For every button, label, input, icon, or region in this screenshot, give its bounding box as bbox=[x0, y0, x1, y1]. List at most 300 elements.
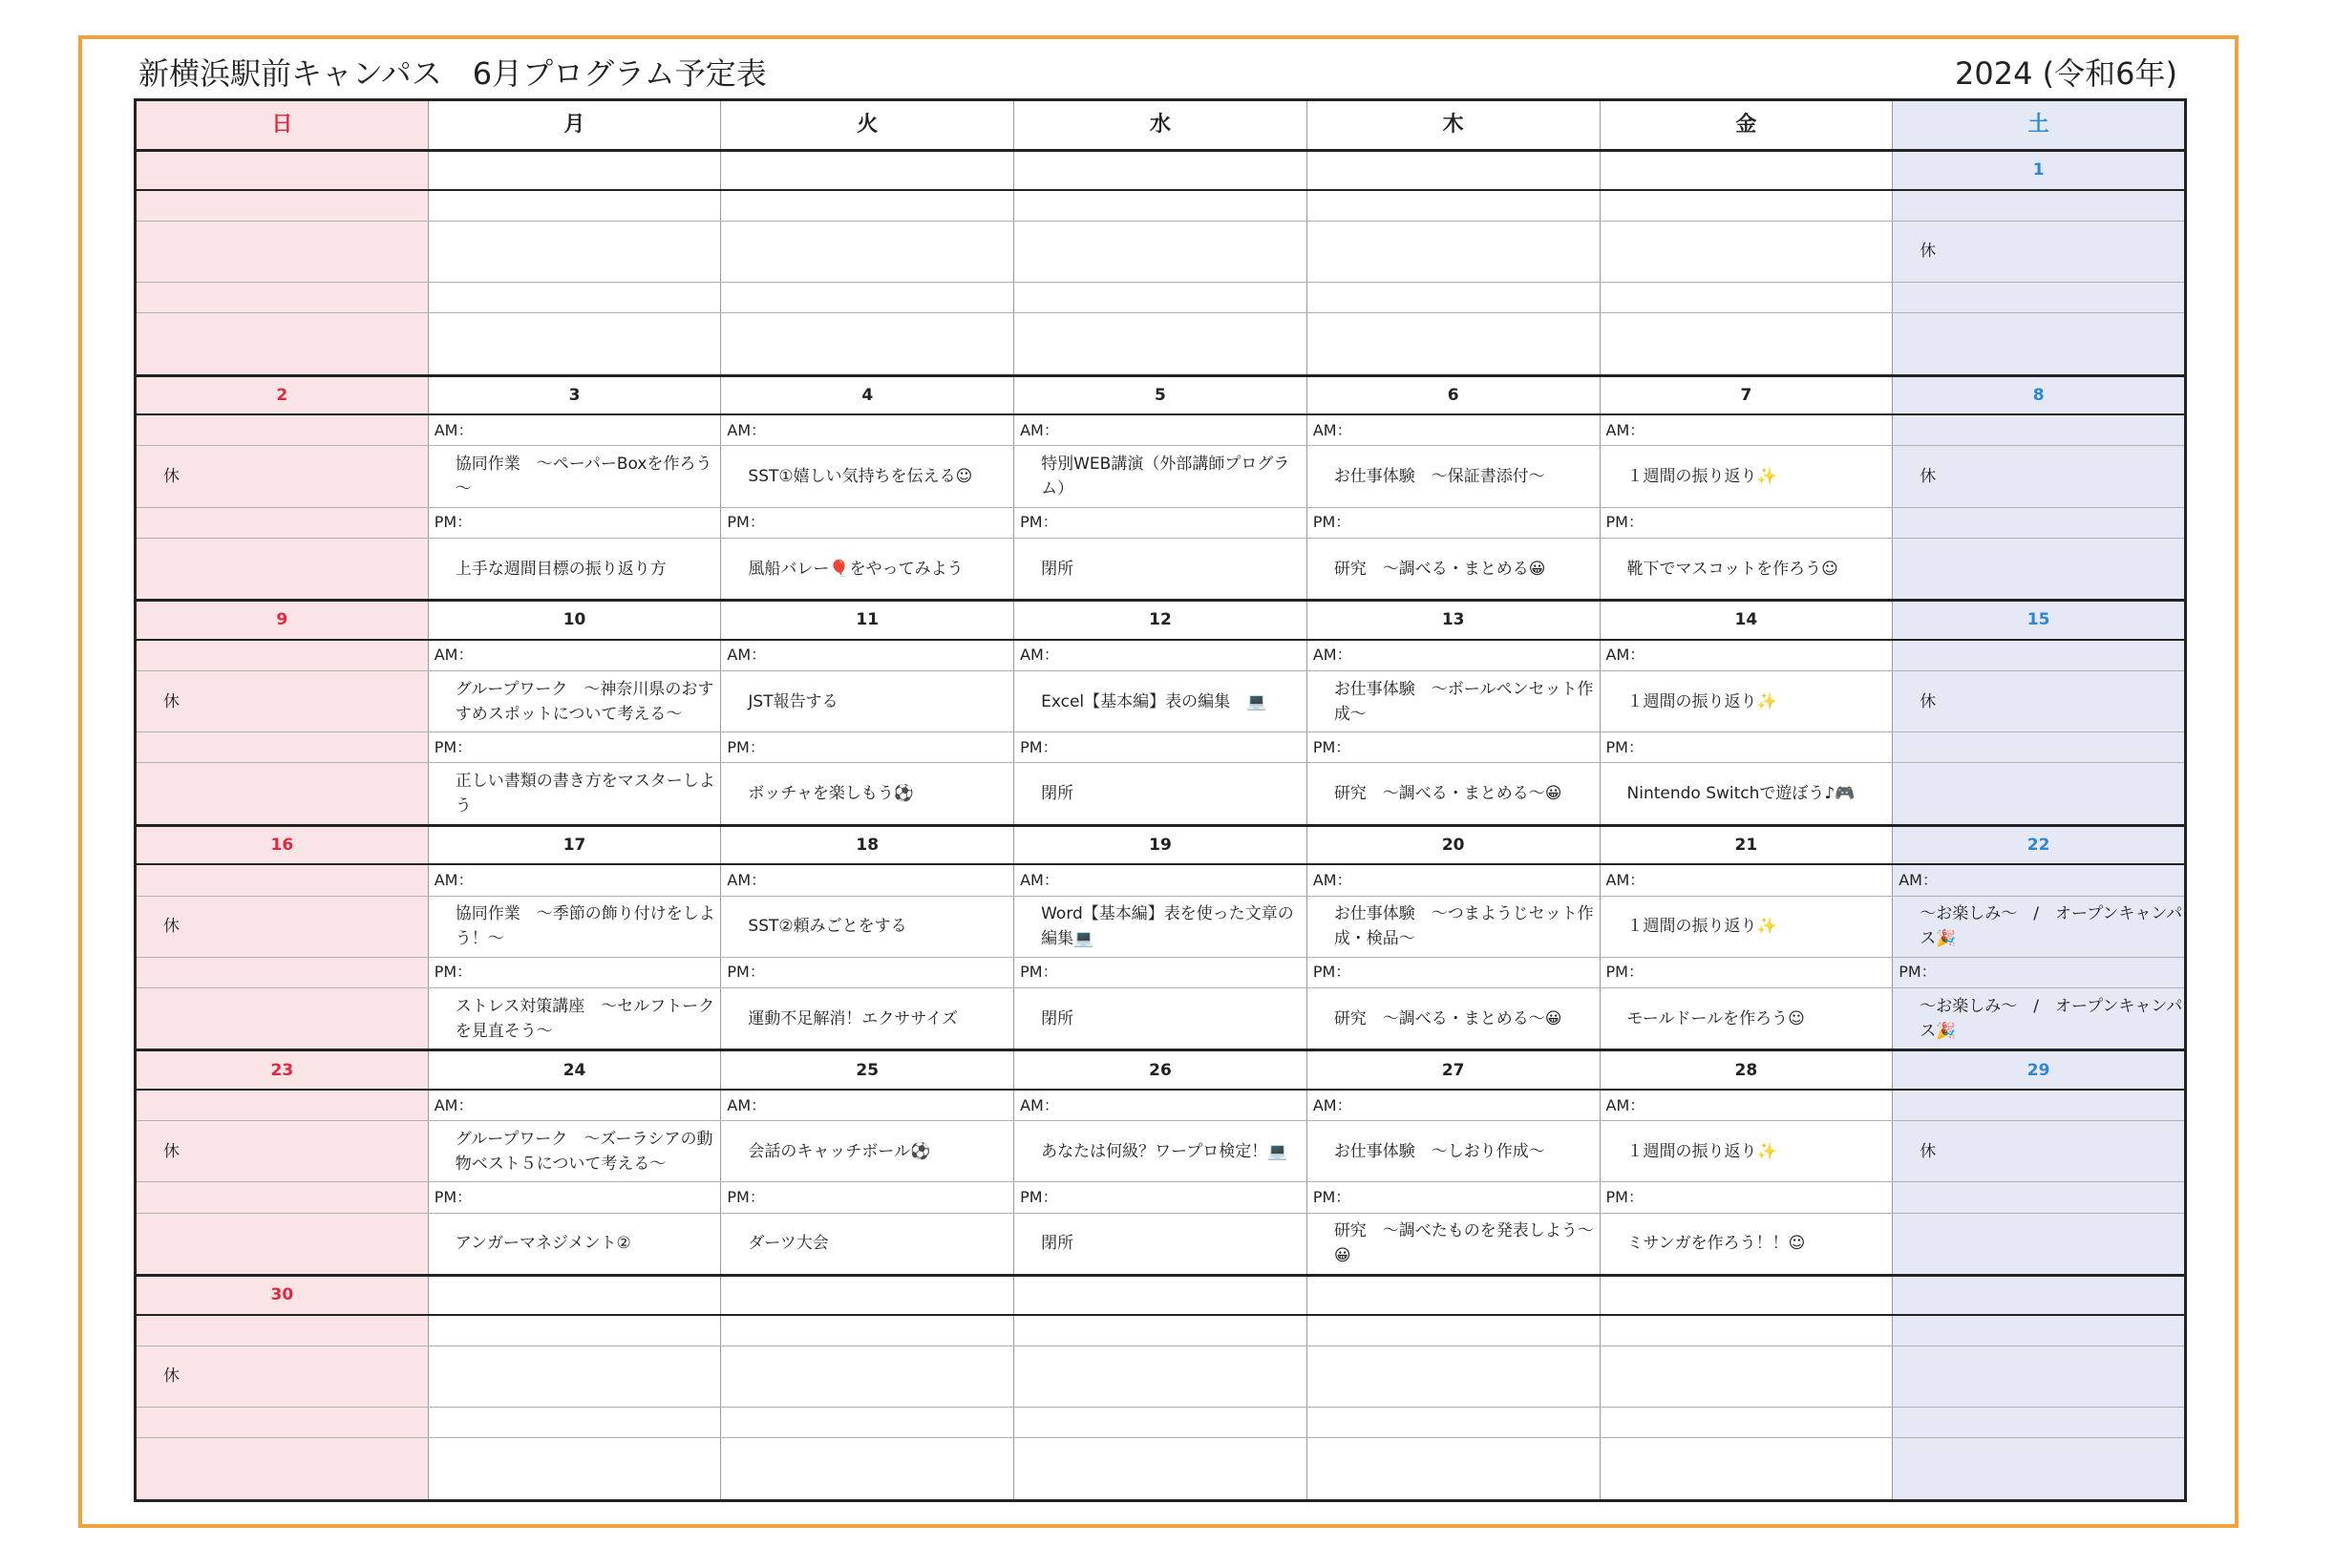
date-cell-text: 22 bbox=[2026, 836, 2050, 856]
pm-label-text: PM： bbox=[434, 513, 473, 532]
date-cell bbox=[428, 151, 721, 190]
am-label-text: AM： bbox=[1605, 870, 1645, 889]
pm-label bbox=[1306, 507, 1600, 538]
am-label-text: AM： bbox=[1312, 420, 1352, 439]
date-cell bbox=[136, 601, 429, 640]
pm-label bbox=[721, 732, 1014, 763]
pm-activity bbox=[721, 538, 1014, 600]
am-activity bbox=[428, 221, 721, 282]
pm-label bbox=[136, 957, 429, 987]
am-label-text: AM： bbox=[434, 646, 474, 665]
date-cell bbox=[1600, 1276, 1893, 1315]
pm-label-row bbox=[136, 283, 2186, 313]
am-label bbox=[428, 640, 721, 671]
date-cell bbox=[1014, 151, 1307, 190]
am-activity bbox=[721, 1346, 1014, 1407]
date-cell-text: 4 bbox=[861, 385, 874, 405]
date-row bbox=[136, 151, 2186, 190]
date-row bbox=[136, 601, 2186, 640]
pm-label-text: PM： bbox=[434, 737, 473, 756]
am-activity-text: １週間の振り返り✨ bbox=[1626, 1141, 1777, 1161]
date-cell bbox=[1306, 1050, 1600, 1090]
pm-activity bbox=[1014, 1438, 1307, 1501]
am-label bbox=[1600, 1315, 1893, 1346]
pm-activity bbox=[1600, 763, 1893, 825]
pm-activity bbox=[428, 313, 721, 375]
am-activity bbox=[428, 1346, 721, 1407]
am-activity-row bbox=[136, 221, 2186, 282]
pm-label bbox=[1600, 283, 1893, 313]
pm-activity bbox=[1600, 538, 1893, 600]
pm-label bbox=[1306, 283, 1600, 313]
date-cell-text: 30 bbox=[270, 1285, 294, 1305]
pm-label bbox=[1893, 957, 2186, 987]
calendar-body bbox=[136, 151, 2186, 1501]
am-activity-text: １週間の振り返り✨ bbox=[1626, 691, 1777, 711]
date-cell-text: 28 bbox=[1734, 1060, 1758, 1080]
pm-activity bbox=[1893, 538, 2186, 600]
am-label-text: AM： bbox=[1020, 646, 1059, 665]
date-cell-text: 21 bbox=[1734, 836, 1758, 856]
date-cell bbox=[136, 151, 429, 190]
pm-label bbox=[1893, 507, 2186, 538]
am-label-text: AM： bbox=[727, 646, 767, 665]
date-cell-text: 10 bbox=[562, 610, 586, 630]
pm-label-text: PM： bbox=[1312, 1188, 1351, 1207]
pm-activity-text: 研究 ～調べる・まとめる～😀 bbox=[1333, 1008, 1562, 1028]
am-label-text: AM： bbox=[1605, 646, 1645, 665]
date-cell-text: 7 bbox=[1740, 385, 1752, 405]
pm-activity bbox=[721, 1438, 1014, 1501]
am-activity bbox=[1893, 1121, 2186, 1182]
date-cell bbox=[1893, 151, 2186, 190]
date-cell bbox=[1014, 1276, 1307, 1315]
pm-label-text: PM： bbox=[1312, 737, 1351, 756]
am-label bbox=[428, 190, 721, 222]
am-activity bbox=[1014, 221, 1307, 282]
date-cell-text: 6 bbox=[1447, 385, 1459, 405]
pm-label bbox=[721, 957, 1014, 987]
pm-label bbox=[721, 507, 1014, 538]
date-cell-text: 19 bbox=[1149, 836, 1172, 856]
date-cell bbox=[721, 1050, 1014, 1090]
date-cell-text: 2 bbox=[276, 385, 288, 405]
am-activity bbox=[1306, 670, 1600, 731]
pm-label bbox=[1306, 732, 1600, 763]
pm-activity-row bbox=[136, 1438, 2186, 1501]
pm-activity bbox=[1893, 988, 2186, 1050]
date-cell bbox=[1893, 1276, 2186, 1315]
am-activity-text: 休 bbox=[1920, 466, 1937, 486]
weekday-header: 水 bbox=[1014, 100, 1307, 151]
date-cell-text: 27 bbox=[1441, 1060, 1465, 1080]
am-activity bbox=[721, 670, 1014, 731]
pm-activity bbox=[1306, 1213, 1600, 1275]
am-label bbox=[1893, 1090, 2186, 1121]
am-label-text: AM： bbox=[1020, 870, 1059, 889]
pm-activity bbox=[1600, 1438, 1893, 1501]
date-cell bbox=[136, 375, 429, 414]
pm-label-row bbox=[136, 1408, 2186, 1438]
date-cell-text: 26 bbox=[1149, 1060, 1172, 1080]
pm-label bbox=[1014, 1408, 1307, 1438]
am-activity-text: 会話のキャッチボール⚽ bbox=[748, 1141, 931, 1161]
am-activity bbox=[721, 446, 1014, 507]
pm-label bbox=[136, 1182, 429, 1213]
pm-label-text: PM： bbox=[1020, 737, 1058, 756]
date-cell bbox=[428, 375, 721, 414]
am-label bbox=[428, 1090, 721, 1121]
date-row bbox=[136, 825, 2186, 864]
am-activity-text: 休 bbox=[1920, 691, 1937, 711]
am-label-text: AM： bbox=[1312, 646, 1352, 665]
calendar-table bbox=[134, 98, 2187, 1502]
date-cell bbox=[1600, 375, 1893, 414]
date-cell bbox=[721, 601, 1014, 640]
am-label bbox=[1014, 190, 1307, 222]
weekday-header: 土 bbox=[1893, 100, 2186, 151]
date-cell bbox=[136, 1276, 429, 1315]
pm-label bbox=[428, 283, 721, 313]
am-activity bbox=[136, 221, 429, 282]
pm-activity bbox=[428, 538, 721, 600]
pm-label bbox=[1893, 1408, 2186, 1438]
am-activity-text: SST②頼みごとをする bbox=[748, 917, 907, 937]
am-label bbox=[1014, 1090, 1307, 1121]
am-activity-text: 休 bbox=[163, 691, 180, 711]
am-label bbox=[1600, 640, 1893, 671]
am-activity bbox=[428, 446, 721, 507]
am-activity-text: 休 bbox=[163, 1141, 180, 1161]
pm-label-text: PM： bbox=[434, 1188, 473, 1207]
am-activity-text: お仕事体験 ～しおり作成～ bbox=[1333, 1141, 1545, 1161]
pm-label-text: PM： bbox=[1605, 513, 1644, 532]
am-label-text: AM： bbox=[727, 420, 767, 439]
pm-activity bbox=[136, 763, 429, 825]
pm-label bbox=[1014, 507, 1307, 538]
am-activity-text: あなたは何級？ワープロ検定！💻 bbox=[1041, 1141, 1288, 1161]
pm-activity-text: 閉所 bbox=[1041, 1234, 1074, 1254]
pm-activity bbox=[1306, 988, 1600, 1050]
pm-label bbox=[1600, 1182, 1893, 1213]
pm-label-text: PM： bbox=[1312, 513, 1351, 532]
date-cell-text: 5 bbox=[1155, 385, 1166, 405]
pm-activity-text: モールドールを作ろう☺ bbox=[1626, 1008, 1805, 1028]
am-activity bbox=[1014, 1121, 1307, 1182]
pm-activity-text: Nintendo Switchで遊ぼう♪🎮 bbox=[1626, 784, 1856, 804]
date-cell-text: 12 bbox=[1149, 610, 1172, 630]
am-activity bbox=[428, 896, 721, 957]
date-cell bbox=[136, 1050, 429, 1090]
pm-label-text: PM： bbox=[434, 963, 473, 982]
am-label-text: AM： bbox=[1020, 1095, 1059, 1114]
am-label bbox=[428, 864, 721, 896]
am-label bbox=[721, 190, 1014, 222]
date-cell-text: 20 bbox=[1441, 836, 1465, 856]
pm-label bbox=[1600, 1408, 1893, 1438]
am-activity bbox=[1893, 1346, 2186, 1407]
pm-activity-text: 運動不足解消！エクササイズ bbox=[748, 1008, 959, 1028]
am-label bbox=[1014, 864, 1307, 896]
am-activity-text: お仕事体験 ～保証書添付～ bbox=[1333, 466, 1545, 486]
am-label bbox=[1014, 1315, 1307, 1346]
date-cell-text: 9 bbox=[276, 610, 288, 630]
am-label-row bbox=[136, 864, 2186, 896]
date-cell bbox=[1893, 1050, 2186, 1090]
am-activity bbox=[1306, 1121, 1600, 1182]
pm-label-row bbox=[136, 507, 2186, 538]
am-label-row bbox=[136, 1090, 2186, 1121]
pm-label-text: PM： bbox=[1020, 1188, 1058, 1207]
pm-label bbox=[721, 1408, 1014, 1438]
pm-activity bbox=[1306, 538, 1600, 600]
date-cell-text: 16 bbox=[270, 836, 294, 856]
date-row bbox=[136, 375, 2186, 414]
am-label-text: AM： bbox=[434, 1095, 474, 1114]
pm-activity-text: 閉所 bbox=[1041, 784, 1074, 804]
date-cell-text: 13 bbox=[1441, 610, 1465, 630]
am-activity-text: ～お楽しみ～ / オープンキャンパス🎉 bbox=[1920, 904, 2183, 949]
am-label-text: AM： bbox=[727, 870, 767, 889]
pm-label bbox=[136, 732, 429, 763]
pm-activity-text: 研究 ～調べる・まとめる😀 bbox=[1333, 559, 1546, 579]
date-cell bbox=[1600, 601, 1893, 640]
date-cell-text: 3 bbox=[568, 385, 581, 405]
date-cell bbox=[1600, 825, 1893, 864]
am-activity bbox=[1306, 896, 1600, 957]
pm-activity bbox=[721, 313, 1014, 375]
am-label-text: AM： bbox=[434, 870, 474, 889]
am-activity-text: 特別WEB講演（外部講師プログラム） bbox=[1041, 454, 1290, 498]
pm-activity-row bbox=[136, 538, 2186, 600]
weekday-header: 月 bbox=[428, 100, 721, 151]
am-activity bbox=[136, 446, 429, 507]
date-cell bbox=[1600, 151, 1893, 190]
date-cell bbox=[428, 825, 721, 864]
pm-label-text: PM： bbox=[727, 737, 765, 756]
pm-activity bbox=[136, 988, 429, 1050]
am-activity-text: SST①嬉しい気持ちを伝える☺ bbox=[748, 466, 973, 486]
date-cell-text: 25 bbox=[856, 1060, 880, 1080]
am-activity bbox=[1600, 1121, 1893, 1182]
pm-label bbox=[1014, 283, 1307, 313]
pm-activity-text: ストレス対策講座 ～セルフトークを見直そう～ bbox=[455, 996, 715, 1041]
pm-label-text: PM： bbox=[1312, 963, 1351, 982]
pm-activity bbox=[136, 538, 429, 600]
am-activity bbox=[1014, 670, 1307, 731]
pm-activity bbox=[1893, 1438, 2186, 1501]
pm-label bbox=[1014, 732, 1307, 763]
am-activity bbox=[1893, 221, 2186, 282]
am-activity bbox=[721, 896, 1014, 957]
date-cell-text: 18 bbox=[856, 836, 880, 856]
am-label bbox=[721, 1315, 1014, 1346]
date-cell bbox=[1306, 825, 1600, 864]
pm-label-text: PM： bbox=[1605, 1188, 1644, 1207]
date-cell-text: 23 bbox=[270, 1060, 294, 1080]
date-cell bbox=[721, 151, 1014, 190]
am-activity-text: グループワーク ～ズーラシアの動物ベスト５について考える～ bbox=[455, 1129, 713, 1174]
pm-label-text: PM： bbox=[1020, 513, 1058, 532]
am-activity-text: Excel【基本編】表の編集 💻 bbox=[1041, 691, 1267, 711]
pm-activity bbox=[721, 1213, 1014, 1275]
date-cell bbox=[1600, 1050, 1893, 1090]
date-row bbox=[136, 1050, 2186, 1090]
pm-label bbox=[1893, 732, 2186, 763]
pm-activity bbox=[1014, 538, 1307, 600]
pm-label bbox=[1306, 957, 1600, 987]
date-cell bbox=[1893, 375, 2186, 414]
pm-activity-row bbox=[136, 763, 2186, 825]
pm-label-text: PM： bbox=[1605, 737, 1644, 756]
pm-label bbox=[136, 1408, 429, 1438]
pm-label bbox=[721, 283, 1014, 313]
am-activity bbox=[1600, 896, 1893, 957]
pm-activity-text: 閉所 bbox=[1041, 1008, 1074, 1028]
pm-activity bbox=[136, 1438, 429, 1501]
am-activity bbox=[1014, 896, 1307, 957]
date-cell bbox=[1306, 1276, 1600, 1315]
pm-activity bbox=[1893, 1213, 2186, 1275]
pm-activity bbox=[428, 1213, 721, 1275]
am-activity-text: 休 bbox=[163, 917, 180, 937]
am-activity bbox=[428, 1121, 721, 1182]
am-label-text: AM： bbox=[1605, 1095, 1645, 1114]
pm-activity bbox=[721, 763, 1014, 825]
pm-label bbox=[1306, 1408, 1600, 1438]
date-cell-text: 14 bbox=[1734, 610, 1758, 630]
am-label bbox=[1306, 1315, 1600, 1346]
pm-label bbox=[1306, 1182, 1600, 1213]
date-cell bbox=[1893, 825, 2186, 864]
pm-activity-row bbox=[136, 313, 2186, 375]
am-label-text: AM： bbox=[1605, 420, 1645, 439]
am-activity-text: 休 bbox=[1920, 1141, 1937, 1161]
am-activity-text: 休 bbox=[163, 466, 180, 486]
am-activity bbox=[136, 1346, 429, 1407]
pm-label-row bbox=[136, 1182, 2186, 1213]
pm-activity bbox=[721, 988, 1014, 1050]
pm-activity-text: 上手な週間目標の振り返り方 bbox=[455, 559, 667, 579]
am-activity-row bbox=[136, 446, 2186, 507]
am-label bbox=[136, 1315, 429, 1346]
date-cell bbox=[1893, 601, 2186, 640]
am-label bbox=[1893, 1315, 2186, 1346]
date-cell bbox=[721, 1276, 1014, 1315]
pm-activity bbox=[1600, 1213, 1893, 1275]
pm-label bbox=[1893, 1182, 2186, 1213]
year-label: 2024 (令和6年) bbox=[1955, 55, 2177, 92]
pm-label bbox=[428, 732, 721, 763]
weekday-header: 木 bbox=[1306, 100, 1600, 151]
pm-activity bbox=[428, 988, 721, 1050]
am-label bbox=[1306, 864, 1600, 896]
date-cell bbox=[721, 825, 1014, 864]
pm-activity-text: ボッチャを楽しもう⚽ bbox=[748, 784, 915, 804]
am-label bbox=[721, 1090, 1014, 1121]
am-activity bbox=[721, 1121, 1014, 1182]
date-cell-text: 17 bbox=[562, 836, 586, 856]
date-cell-text: 11 bbox=[856, 610, 880, 630]
pm-activity bbox=[1014, 1213, 1307, 1275]
am-activity-row bbox=[136, 670, 2186, 731]
am-activity bbox=[136, 1121, 429, 1182]
am-activity-text: Word【基本編】表を使った文章の編集💻 bbox=[1041, 904, 1294, 949]
pm-label bbox=[1014, 1182, 1307, 1213]
date-cell bbox=[428, 1050, 721, 1090]
pm-activity bbox=[1600, 988, 1893, 1050]
am-label bbox=[136, 190, 429, 222]
am-activity-text: お仕事体験 ～ボールペンセット作成～ bbox=[1333, 679, 1594, 724]
pm-label bbox=[721, 1182, 1014, 1213]
am-label bbox=[1600, 1090, 1893, 1121]
date-cell-text: 1 bbox=[2032, 160, 2045, 180]
pm-activity-row bbox=[136, 988, 2186, 1050]
pm-label bbox=[1600, 732, 1893, 763]
date-cell bbox=[1014, 375, 1307, 414]
am-label bbox=[1893, 864, 2186, 896]
am-label bbox=[1306, 640, 1600, 671]
pm-label-text: PM： bbox=[1020, 963, 1058, 982]
am-label-text: AM： bbox=[1020, 420, 1059, 439]
pm-activity bbox=[1893, 313, 2186, 375]
am-activity-text: 休 bbox=[1920, 242, 1937, 262]
page-title: 新横浜駅前キャンパス 6月プログラム予定表 bbox=[138, 55, 767, 92]
pm-activity bbox=[428, 763, 721, 825]
am-activity-text: JST報告する bbox=[748, 691, 838, 711]
pm-activity bbox=[1306, 313, 1600, 375]
am-activity-text: お仕事体験 ～つまようじセット作成・検品～ bbox=[1333, 904, 1594, 949]
am-label bbox=[1306, 1090, 1600, 1121]
am-label bbox=[1600, 414, 1893, 446]
am-label-text: AM： bbox=[1899, 870, 1938, 889]
am-label-row bbox=[136, 1315, 2186, 1346]
pm-activity bbox=[136, 313, 429, 375]
am-label-text: AM： bbox=[434, 420, 474, 439]
date-cell bbox=[428, 1276, 721, 1315]
date-cell bbox=[428, 601, 721, 640]
am-activity bbox=[136, 896, 429, 957]
am-label bbox=[1893, 414, 2186, 446]
am-activity bbox=[721, 221, 1014, 282]
am-activity bbox=[1600, 221, 1893, 282]
am-label bbox=[1893, 640, 2186, 671]
am-label bbox=[1893, 190, 2186, 222]
am-activity-text: １週間の振り返り✨ bbox=[1626, 466, 1777, 486]
pm-label-text: PM： bbox=[727, 513, 765, 532]
pm-label-row bbox=[136, 957, 2186, 987]
am-label bbox=[136, 1090, 429, 1121]
pm-activity-text: ミサンガを作ろう！！☺ bbox=[1626, 1234, 1806, 1254]
date-cell bbox=[1306, 151, 1600, 190]
am-label bbox=[721, 414, 1014, 446]
pm-activity-text: 閉所 bbox=[1041, 559, 1074, 579]
date-cell bbox=[1014, 601, 1307, 640]
am-label bbox=[428, 1315, 721, 1346]
am-activity-text: 休 bbox=[163, 1367, 180, 1387]
am-label bbox=[136, 414, 429, 446]
am-activity-text: 協同作業 ～季節の飾り付けをしよう！～ bbox=[455, 904, 715, 949]
pm-label-text: PM： bbox=[1605, 963, 1644, 982]
pm-activity bbox=[1014, 988, 1307, 1050]
am-activity-text: １週間の振り返り✨ bbox=[1626, 917, 1777, 937]
pm-label bbox=[1014, 957, 1307, 987]
pm-activity bbox=[1306, 763, 1600, 825]
pm-activity-text: 靴下でマスコットを作ろう☺ bbox=[1626, 559, 1838, 579]
date-cell bbox=[1014, 825, 1307, 864]
am-label bbox=[136, 640, 429, 671]
pm-activity bbox=[1014, 313, 1307, 375]
